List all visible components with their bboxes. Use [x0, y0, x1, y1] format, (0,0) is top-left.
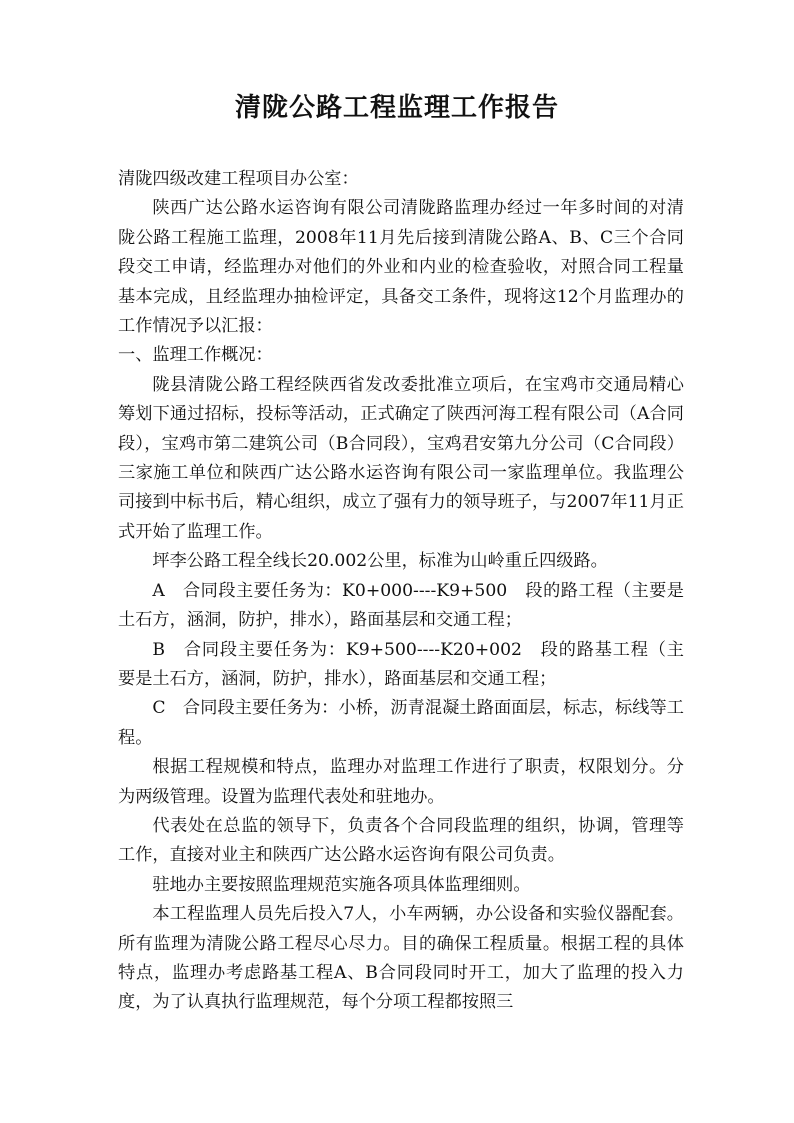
- section-heading: 一、监理工作概况：: [118, 345, 273, 366]
- addressee-line: 清陇四级改建工程项目办公室：: [118, 169, 359, 189]
- document-title: 清陇公路工程监理工作报告: [234, 93, 559, 123]
- paragraph-staffing: 本工程监理人员先后投入7人，小车两辆，办公设备和实验仪器配套。所有监理为清陇公路工程尽心尽力。目的确保工程质量。根据工程的具体特点，监理办考虑路基工程A、B合同段同时开工，加大了监理的投入力度，为了认真执行监理规范，每个分项工程都按照三: [118, 904, 684, 1013]
- paragraph-representative-office: 代表处在总监的领导下，负责各个合同段监理的组织，协调，管理等工作，直接对业主和陕西广达公路水运咨询有限公司负责。: [118, 815, 684, 866]
- paragraph-management-levels: 根据工程规模和特点，监理办对监理工作进行了职责，权限划分。分为两级管理。设置为监理代表处和驻地办。: [118, 757, 684, 807]
- paragraph-contract-b: B 合同段主要任务为：K9+500----K20+002 段的路基工程（主要是土石方，涵洞，防护，排水），路面基层和交通工程；: [118, 639, 684, 689]
- paragraph-contract-a: A 合同段主要任务为：K0+000----K9+500 段的路工程（主要是土石方，涵洞，防护，排水），路面基层和交通工程；: [118, 580, 684, 631]
- paragraph-road-length: 坪李公路工程全线长20.002公里，标准为山岭重丘四级路。: [152, 551, 608, 572]
- paragraph-resident-office: 驻地办主要按照监理规范实施各项具体监理细则。: [152, 874, 531, 895]
- paragraph-project-approval: 陇县清陇公路工程经陕西省发改委批准立项后，在宝鸡市交通局精心筹划下通过招标，投标等活动，正式确定了陕西河海工程有限公司（A合同段），宝鸡市第二建筑公司（B合同段），宝鸡君安第九分公司（C合同段）三家施工单位和陕西广达公路水运咨询有限公司一家监理单位。我监理公司接到中标书后，精心组织，成立了强有力的领导班子，与2007年11月正式开始了监理工作。: [118, 374, 684, 542]
- document-body: [118, 165, 684, 1018]
- paragraph-contract-c: C 合同段主要任务为：小桥，沥青混凝土路面面层，标志，标线等工程。: [118, 698, 684, 748]
- paragraph-intro: 陕西广达公路水运咨询有限公司清陇路监理办经过一年多时间的对清陇公路工程施工监理，2008年11月先后接到清陇公路A、B、C三个合同段交工申请，经监理办对他们的外业和内业的检查验收，对照合同工程量基本完成，且经监理办抽检评定，具备交工条件，现将这12个月监理办的工作情况予以汇报：: [118, 198, 684, 337]
